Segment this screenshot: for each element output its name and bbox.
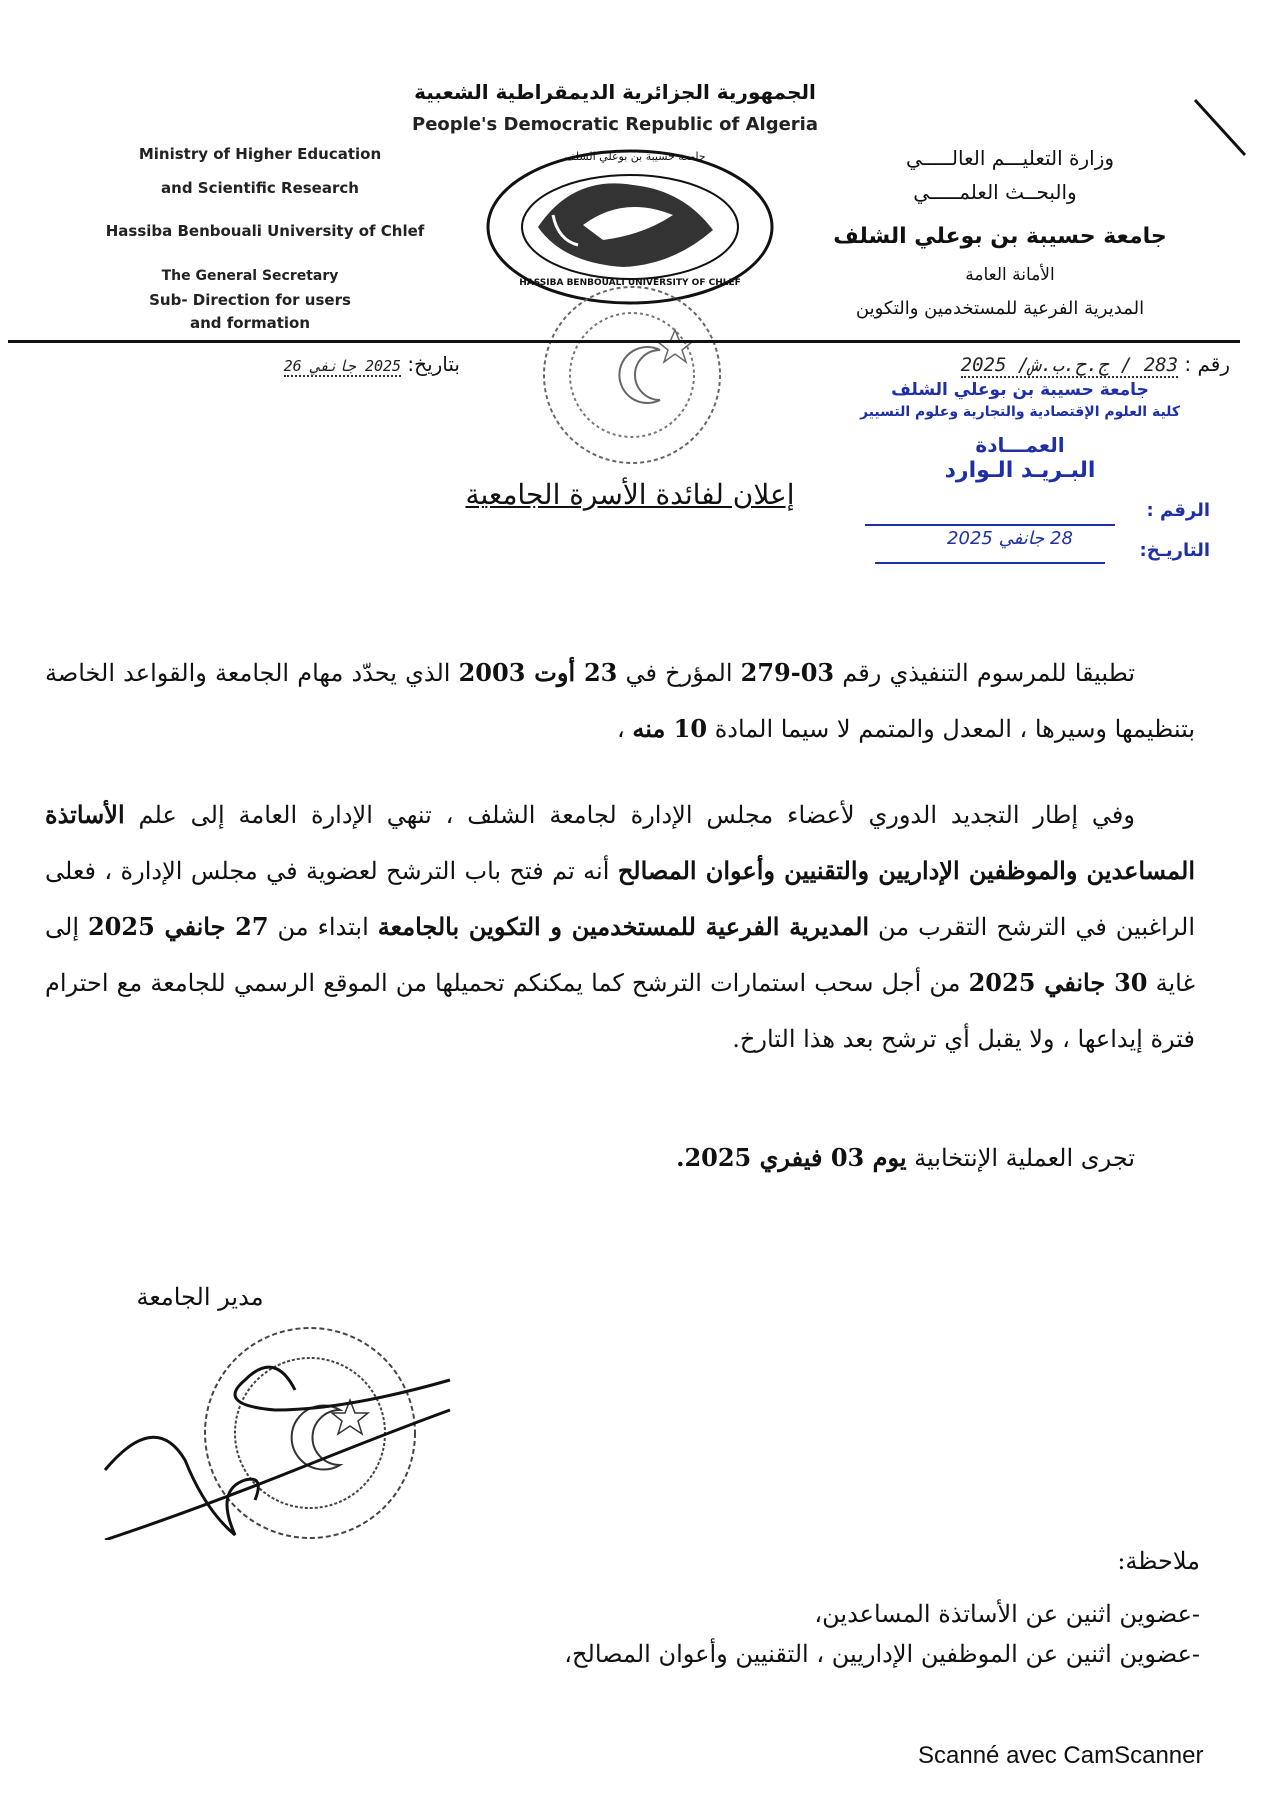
- ministry-en-line2: and Scientific Research: [161, 179, 359, 197]
- corner-pen-mark: [1190, 95, 1250, 165]
- republic-en: People's Democratic Republic of Algeria: [412, 114, 818, 135]
- note-heading: ملاحظة:: [1117, 1547, 1200, 1575]
- reference-field: [730, 352, 1230, 376]
- secretary-ar: الأمانة العامة: [965, 265, 1055, 285]
- stamp-date-value: 28 جانفي 2025: [947, 528, 1073, 549]
- subdirection-ref: المديرية الفرعية للمستخدمين و التكوين بالجامعة: [377, 912, 870, 941]
- stamp-line-university: جامعة حسيبة بن بوعلي الشلف: [891, 380, 1149, 400]
- logo-text-ar: جامعة حسيبة بن بوعلي الشلف: [564, 150, 706, 163]
- paragraph-decree: [45, 645, 1195, 757]
- ministry-ar-line2: والبحــث العلمـــــي: [913, 180, 1077, 204]
- end-date: 30 جانفي 2025: [968, 968, 1148, 997]
- reference-value: 283 / ج.ح.ب.ش/ 2025: [960, 354, 1179, 376]
- date-label: بتاريخ:: [407, 352, 460, 376]
- stamp-number-label: الرقم :: [1146, 500, 1210, 521]
- ministry-ar-line1: وزارة التعليـــم العالـــــي: [905, 146, 1115, 170]
- text: الذي يحدّد مهام الجامعة والقواعد الخاصة بتنظيمها وسيرها ، المعدل والمتمم لا سيما المادة: [45, 659, 1195, 743]
- university-ar: جامعة حسيبة بن بوعلي الشلف: [833, 224, 1167, 249]
- decree-number: 03-279: [740, 658, 835, 687]
- stamp-line-faculty: كلية العلوم الإقتصادية والتجارية وعلوم التسيير: [859, 404, 1181, 420]
- stamp-number-line: [865, 524, 1115, 526]
- subdirection-ar: المديرية الفرعية للمستخدمين والتكوين: [855, 298, 1145, 319]
- stamp-date-line: [875, 562, 1105, 564]
- text: تطبيقا للمرسوم التنفيذي رقم: [834, 659, 1136, 687]
- logo-text-en: HASSIBA BENBOUALI UNIVERSITY OF CHLEF: [519, 278, 741, 288]
- signatory-title: مدير الجامعة: [136, 1283, 264, 1311]
- note-item: -عضوين اثنين عن الأساتذة المساعدين،: [814, 1600, 1200, 1628]
- reference-label: رقم :: [1184, 352, 1230, 376]
- text: تجرى العملية الإنتخابية: [906, 1144, 1135, 1172]
- header-divider: [8, 340, 1240, 343]
- decree-date: 23 أوت 2003: [458, 658, 618, 687]
- paragraph-election-date: [45, 1130, 1195, 1186]
- text: المؤرخ في: [617, 659, 741, 687]
- stamp-line-incoming-mail: البـريـد الـوارد: [944, 458, 1096, 483]
- text: وفي إطار التجديد الدوري لأعضاء مجلس الإدارة لجامعة الشلف ، تنهي الإدارة العامة إلى علم: [124, 801, 1135, 829]
- text: من أجل سحب استمارات الترشح كما يمكنكم تحميلها من الموقع الرسمي للجامعة مع احترام فترة إيداعها ، ولا يقبل أي ترشح بعد هذا التارخ.: [45, 969, 1195, 1053]
- stamp-date-label: التاريـخ:: [1139, 540, 1210, 561]
- university-en: Hassiba Benbouali University of Chlef: [105, 222, 425, 240]
- stamp-line-deanery: العمـــادة: [975, 433, 1065, 457]
- subdirection-en-line1: Sub- Direction for users: [149, 291, 351, 309]
- text: إلى غاية: [45, 913, 1195, 997]
- paragraph-announcement: [45, 787, 1195, 1067]
- official-seal-top: [520, 280, 745, 470]
- announcement-title: إعلان لفائدة الأسرة الجامعية: [465, 478, 795, 511]
- director-signature: [95, 1350, 455, 1540]
- camscanner-watermark: Scanné avec CamScanner: [918, 1742, 1204, 1769]
- secretary-en: The General Secretary: [161, 268, 339, 284]
- target-staff: الأساتذة المساعدين والموظفين الإداريين والتقنيين وأعوان المصالح: [45, 800, 1196, 885]
- date-value: 2025 جانفي 26: [283, 357, 402, 375]
- article-ref: 10 منه: [632, 714, 708, 743]
- subdirection-en-line2: and formation: [189, 314, 311, 332]
- ministry-en-line1: Ministry of Higher Education: [138, 145, 382, 163]
- text: ابتداء من: [268, 913, 378, 941]
- republic-ar: الجمهورية الجزائرية الديمقراطية الشعبية: [414, 80, 816, 104]
- election-date: يوم 03 فيفري 2025.: [676, 1143, 907, 1172]
- note-item: -عضوين اثنين عن الموظفين الإداريين ، التقنيين وأعوان المصالح،: [564, 1640, 1200, 1668]
- text: ،: [616, 715, 633, 743]
- date-field: [160, 352, 460, 376]
- start-date: 27 جانفي 2025: [87, 912, 269, 941]
- text: أنه تم فتح باب الترشح لعضوية في مجلس الإدارة ، فعلى الراغبين في الترشح التقرب من: [45, 857, 1196, 941]
